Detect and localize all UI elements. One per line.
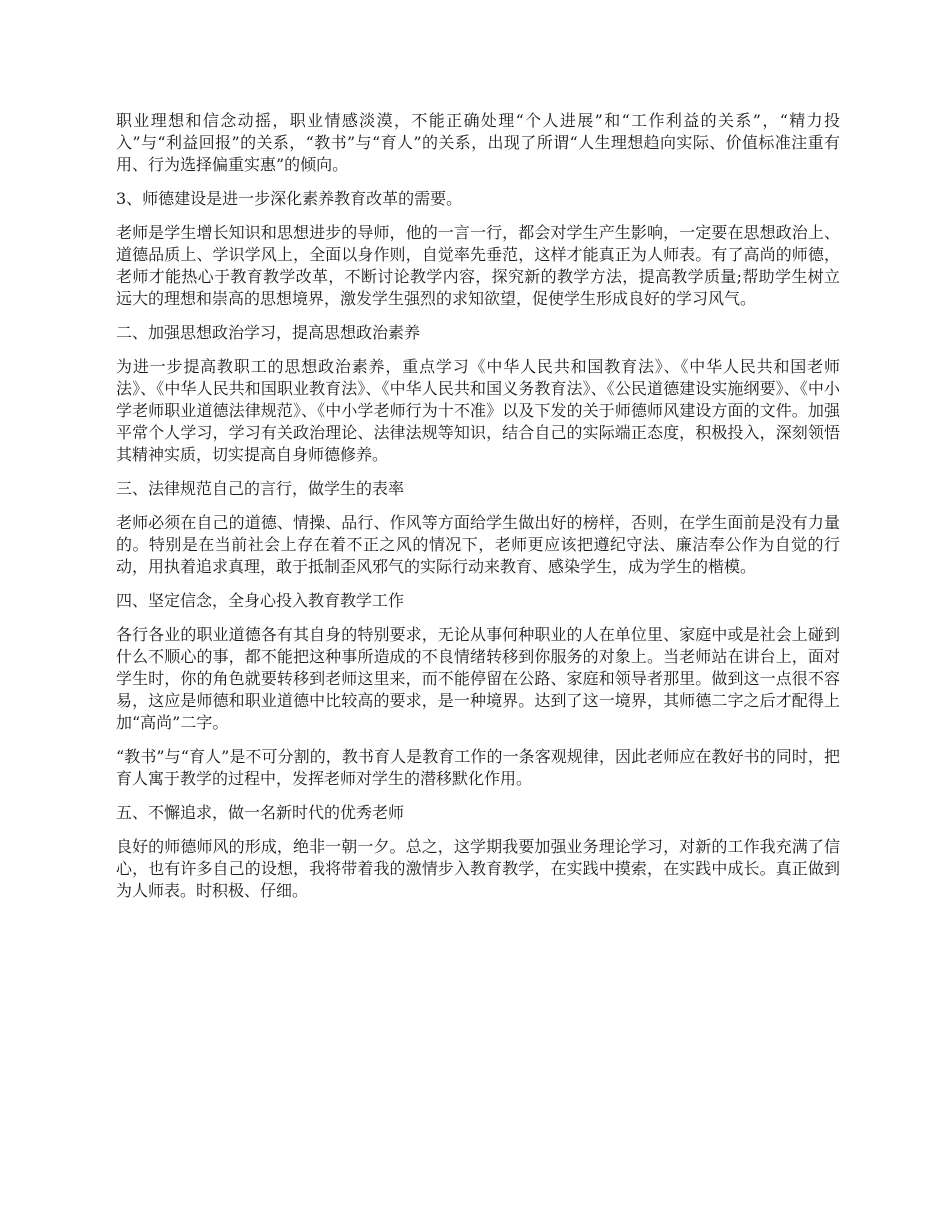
paragraph-political-study: 为进一步提高教职工的思想政治素养，重点学习《中华人民共和国教育法》、《中华人民共和国老师法》、《中华人民共和国职业教育法》、《中华人民共和国义务教育法》、《公民道德建设实施纲要》、《中小学老师职业道德法律规范》、《中小学老师行为十不准》以及下发的关于师德师风建设方面的文件。加强平常个人学习，学习有关政治理论、法律法规等知识，结合自己的实际端正态度，积极投入，深刻领悟其精神实质，切实提高自身师德修养。 [116, 357, 840, 464]
section-heading-pursuit: 五、不懈追求，做一名新时代的优秀老师 [116, 803, 405, 822]
section-heading-law-conduct: 三、法律规范自己的言行，做学生的表率 [116, 479, 405, 498]
section-heading-belief: 四、坚定信念，全身心投入教育教学工作 [116, 591, 405, 610]
document-page [116, 110, 840, 914]
section-heading-political-study: 二、加强思想政治学习，提高思想政治素养 [116, 323, 421, 342]
paragraph-law-conduct: 老师必须在自己的道德、情操、品行、作风等方面给学生做出好的榜样，否则，在学生面前是没有力量的。特别是在当前社会上存在着不正之风的情况下，老师更应该把遵纪守法、廉洁奉公作为自觉的行动，用执着追求真理，敢于抵制歪风邪气的实际行动来教育、感染学生，成为学生的楷模。 [116, 513, 840, 576]
paragraph-teacher-role: 老师是学生增长知识和思想进步的导师，他的一言一行，都会对学生产生影响，一定要在思想政治上、道德品质上、学识学风上，全面以身作则，自觉率先垂范，这样才能真正为人师表。有了高尚的师德，老师才能热心于教育教学改革，不断讨论教学内容，探究新的教学方法，提高教学质量;帮助学生树立远大的理想和崇高的思想境界，激发学生强烈的求知欲望，促使学生形成良好的学习风气。 [116, 223, 840, 308]
section-heading-3: 3、师德建设是进一步深化素养教育改革的需要。 [116, 189, 463, 208]
paragraph-pursuit: 良好的师德师风的形成，绝非一朝一夕。总之，这学期我要加强业务理论学习，对新的工作我充满了信心，也有许多自己的设想，我将带着我的激情步入教育教学，在实践中摸索，在实践中成长。真正做到为人师表。时积极、仔细。 [116, 837, 840, 900]
paragraph-career-ideals: 职业理想和信念动摇，职业情感淡漠，不能正确处理“个人进展”和“工作利益的关系”，“精力投入”与“利益回报”的关系，“教书”与“育人”的关系，出现了所谓“人生理想趋向实际、价值标准注重有用、行为选择偏重实惠”的倾向。 [116, 111, 840, 174]
paragraph-belief: 各行各业的职业道德各有其自身的特别要求，无论从事何种职业的人在单位里、家庭中或是社会上碰到什么不顺心的事，都不能把这种事所造成的不良情绪转移到你服务的对象上。当老师站在讲台上，面对学生时，你的角色就要转移到老师这里来，而不能停留在公路、家庭和领导者那里。做到这一点很不容易，这应是师德和职业道德中比较高的要求，是一种境界。达到了这一境界，其师德二字之后才配得上加“高尚”二字。 [116, 625, 840, 732]
paragraph-teaching-educating: “教书”与“育人”是不可分割的，教书育人是教育工作的一条客观规律，因此老师应在教好书的同时，把育人寓于教学的过程中，发挥老师对学生的潜移默化作用。 [116, 747, 840, 788]
